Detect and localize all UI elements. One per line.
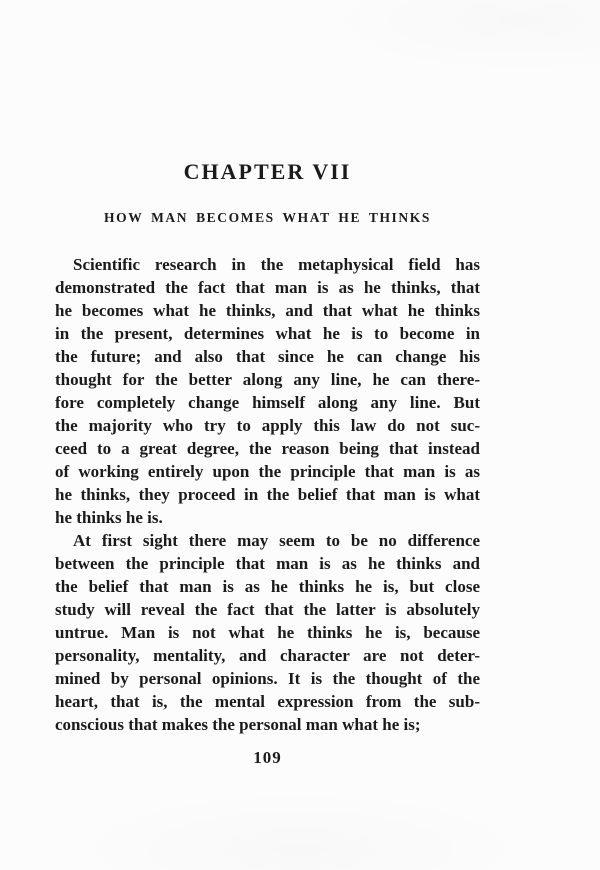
text-line: untrue. Man is not what he thinks he is, because [55, 623, 480, 643]
chapter-heading: CHAPTER VII [183, 159, 352, 184]
text-column [55, 0, 480, 768]
text-line: the belief that man is as he thinks he is, but close [55, 577, 480, 597]
text-line: conscious that makes the personal man what he is; [55, 715, 421, 735]
paragraph [55, 253, 480, 529]
body-text [55, 253, 480, 736]
text-line: heart, that is, the mental expression from the sub- [55, 692, 480, 712]
text-line: he thinks he is. [55, 508, 163, 528]
paragraph [55, 529, 480, 736]
text-line: At first sight there may seem to be no difference [73, 531, 480, 551]
text-line: he becomes what he thinks, and that what he thinks [55, 301, 480, 321]
text-line: thought for the better along any line, he can there- [55, 370, 480, 390]
text-line: Scientific research in the metaphysical field has [73, 255, 480, 275]
text-line: the majority who try to apply this law do not suc- [55, 416, 480, 436]
text-line: fore completely change himself along any line. But [55, 393, 480, 413]
text-line: mined by personal opinions. It is the thought of the [55, 669, 480, 689]
text-line: demonstrated the fact that man is as he thinks, that [55, 278, 480, 298]
text-line: personality, mentality, and character are not deter- [55, 646, 480, 666]
text-line: between the principle that man is as he thinks and [55, 554, 480, 574]
chapter-subtitle: HOW MAN BECOMES WHAT HE THINKS [104, 210, 431, 226]
page-number: 109 [253, 748, 282, 768]
text-line: study will reveal the fact that the latter is absolutely [55, 600, 480, 620]
text-line: ceed to a great degree, the reason being that instead [55, 439, 480, 459]
text-line: in the present, determines what he is to become in [55, 324, 480, 344]
text-line: the future; and also that since he can change his [55, 347, 480, 367]
text-line: he thinks, they proceed in the belief that man is what [55, 485, 480, 505]
text-line: of working entirely upon the principle that man is as [55, 462, 480, 482]
